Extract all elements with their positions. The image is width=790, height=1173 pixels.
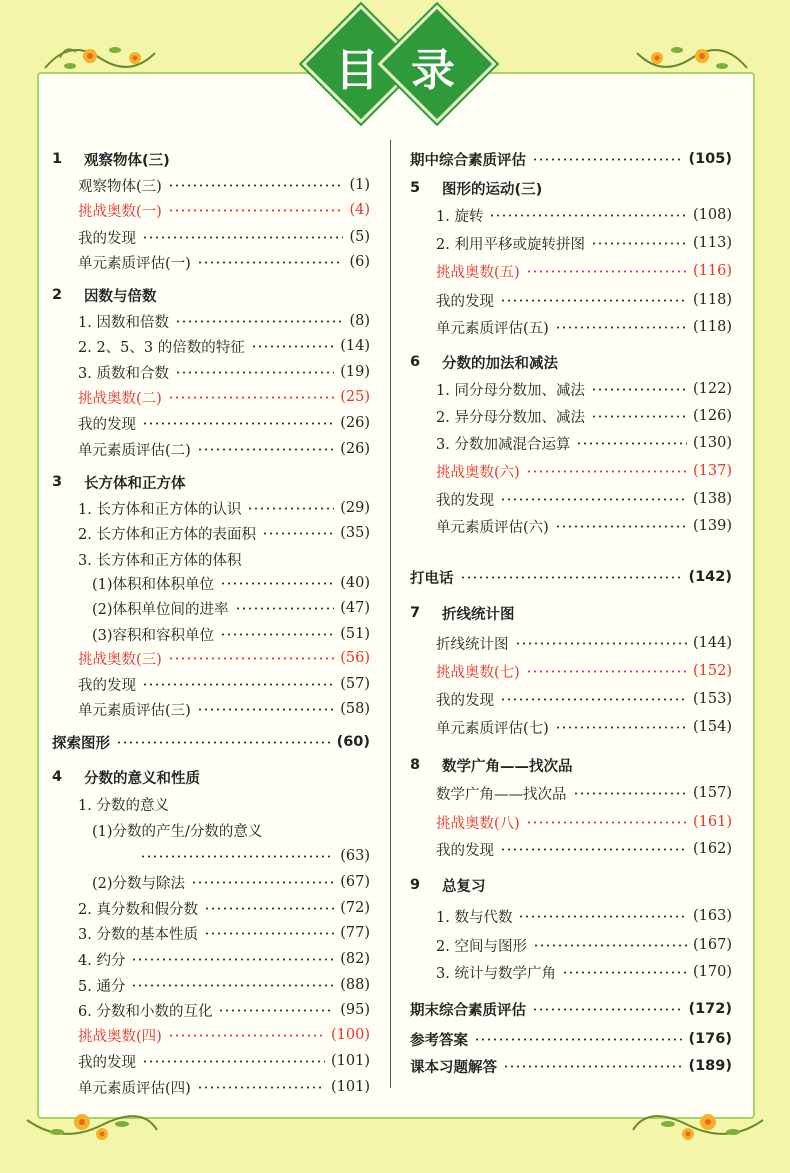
- toc-dot-leader: [526, 470, 687, 473]
- toc-heading: [410, 148, 732, 170]
- toc-dot-leader: [474, 1038, 682, 1041]
- flower-decoration-bottom-right: [628, 1090, 768, 1150]
- toc-entry: [410, 432, 732, 454]
- toc-heading: [52, 148, 370, 170]
- toc-page-number: (122): [693, 381, 732, 397]
- toc-page-number: (72): [340, 900, 370, 916]
- toc-entry: [52, 226, 370, 248]
- toc-entry: [52, 251, 370, 273]
- title-char-1: 目: [335, 45, 379, 96]
- toc-entry: [410, 460, 732, 482]
- toc-entry: [52, 793, 370, 815]
- toc-entry: [410, 232, 732, 254]
- toc-entry: [410, 838, 732, 860]
- toc-entry-title: 我的发现: [436, 492, 494, 509]
- toc-page-number: (101): [331, 1079, 370, 1095]
- toc-entry-title: 我的发现: [78, 416, 136, 433]
- toc-dot-leader: [131, 958, 334, 961]
- toc-entry: [52, 1024, 370, 1046]
- toc-dot-leader: [526, 821, 687, 824]
- toc-entry-title: 我的发现: [436, 842, 494, 859]
- toc-dot-leader: [142, 422, 334, 425]
- toc-page-number: (139): [693, 518, 732, 534]
- toc-page-number: (77): [340, 925, 370, 941]
- toc-dot-leader: [204, 907, 334, 910]
- toc-page-number: (138): [693, 491, 732, 507]
- toc-dot-leader: [142, 1060, 325, 1063]
- toc-entry-title: 3. 分数加减混合运算: [436, 436, 571, 453]
- toc-entry: [52, 335, 370, 357]
- toc-entry: [52, 1076, 370, 1098]
- toc-dot-leader: [573, 792, 688, 795]
- toc-dot-leader: [218, 1009, 334, 1012]
- toc-page-number: (60): [336, 734, 370, 750]
- toc-dot-leader: [168, 1034, 325, 1037]
- toc-page-number: (162): [693, 841, 732, 857]
- toc-entry: [410, 405, 732, 427]
- toc-page-number: (152): [693, 663, 732, 679]
- toc-entry-title: 观察物体(三): [84, 152, 170, 169]
- toc-entry: [52, 819, 370, 841]
- toc-page-number: (153): [693, 691, 732, 707]
- toc-entry-title: 单元素质评估(一): [78, 255, 191, 272]
- toc-dot-leader: [503, 1065, 682, 1068]
- toc-entry: [52, 361, 370, 383]
- toc-entry: [410, 811, 732, 833]
- toc-page-number: (67): [340, 874, 370, 890]
- toc-page-number: (137): [693, 463, 732, 479]
- toc-entry: [410, 289, 732, 311]
- toc-entry: [410, 782, 732, 804]
- toc-entry: [52, 438, 370, 460]
- toc-page-number: (40): [340, 575, 370, 591]
- toc-dot-leader: [518, 915, 687, 918]
- toc-dot-leader: [591, 415, 687, 418]
- toc-entry-title: 2. 长方体和正方体的表面积: [78, 526, 256, 543]
- toc-entry-title: 挑战奥数(七): [436, 664, 520, 681]
- toc-entry: [410, 204, 732, 226]
- toc-page-number: (19): [340, 364, 370, 380]
- toc-dot-leader: [555, 326, 687, 329]
- toc-chapter-number: 3: [52, 474, 63, 490]
- toc-entry-title: (3)容积和容积单位: [92, 627, 215, 644]
- toc-heading: [410, 602, 732, 624]
- toc-entry-title: 2. 真分数和假分数: [78, 901, 198, 918]
- toc-page-number: (14): [340, 338, 370, 354]
- toc-page-number: (47): [340, 600, 370, 616]
- toc-page-number: (63): [340, 848, 370, 864]
- toc-entry: [52, 845, 370, 867]
- toc-entry-title: 挑战奥数(六): [436, 464, 520, 481]
- toc-entry-title: 3. 统计与数学广角: [436, 965, 556, 982]
- toc-page-number: (113): [693, 235, 732, 251]
- toc-entry-title: 探索图形: [52, 735, 110, 752]
- toc-page-number: (189): [688, 1058, 732, 1074]
- toc-dot-leader: [197, 708, 334, 711]
- toc-page-number: (101): [331, 1053, 370, 1069]
- toc-page-number: (100): [331, 1027, 370, 1043]
- toc-dot-leader: [168, 657, 334, 660]
- toc-page-number: (4): [349, 202, 370, 218]
- toc-page-number: (172): [688, 1001, 732, 1017]
- toc-entry: [410, 515, 732, 537]
- toc-heading: [410, 754, 732, 776]
- toc-heading: [410, 998, 732, 1020]
- toc-dot-leader: [591, 242, 687, 245]
- toc-entry-title: 挑战奥数(五): [436, 264, 520, 281]
- toc-dot-leader: [220, 582, 334, 585]
- toc-page-number: (144): [693, 635, 732, 651]
- toc-page-number: (163): [693, 908, 732, 924]
- toc-entry: [410, 260, 732, 282]
- toc-page-number: (35): [340, 525, 370, 541]
- toc-entry-title: 单元素质评估(二): [78, 442, 191, 459]
- toc-entry-title: 挑战奥数(八): [436, 815, 520, 832]
- toc-entry-title: 6. 分数和小数的互化: [78, 1003, 213, 1020]
- toc-dot-leader: [526, 270, 687, 273]
- toc-dot-leader: [500, 698, 687, 701]
- toc-page-number: (170): [693, 964, 732, 980]
- toc-page-number: (176): [688, 1031, 732, 1047]
- toc-dot-leader: [251, 345, 335, 348]
- toc-page-number: (58): [340, 701, 370, 717]
- toc-entry: [410, 660, 732, 682]
- toc-entry: [410, 716, 732, 738]
- toc-page-number: (108): [693, 207, 732, 223]
- toc-heading: [410, 177, 732, 199]
- toc-page-number: (56): [340, 650, 370, 666]
- toc-dot-leader: [562, 971, 687, 974]
- toc-entry: [52, 597, 370, 619]
- toc-entry: [52, 497, 370, 519]
- toc-entry-title: 折线统计图: [436, 636, 509, 653]
- toc-dot-leader: [576, 442, 687, 445]
- toc-entry: [410, 934, 732, 956]
- toc-entry-title: 课本习题解答: [410, 1059, 497, 1076]
- toc-page-number: (167): [693, 937, 732, 953]
- title-char-2: 录: [411, 45, 455, 96]
- toc-dot-leader: [220, 633, 334, 636]
- toc-entry: [52, 871, 370, 893]
- toc-entry: [52, 922, 370, 944]
- toc-page-number: (29): [340, 500, 370, 516]
- toc-entry-title: 3. 质数和合数: [78, 365, 169, 382]
- toc-entry: [52, 897, 370, 919]
- toc-dot-leader: [500, 299, 687, 302]
- toc-dot-leader: [168, 184, 344, 187]
- toc-dot-leader: [500, 848, 687, 851]
- toc-page-number: (51): [340, 626, 370, 642]
- toc-dot-leader: [175, 371, 334, 374]
- toc-entry-title: 挑战奥数(四): [78, 1028, 162, 1045]
- toc-entry: [52, 199, 370, 221]
- toc-entry-title: 挑战奥数(二): [78, 390, 162, 407]
- toc-page-number: (116): [693, 263, 732, 279]
- toc-page-number: (154): [693, 719, 732, 735]
- toc-entry: [52, 1050, 370, 1072]
- toc-dot-leader: [140, 855, 334, 858]
- toc-entry-title: 图形的运动(三): [442, 181, 543, 198]
- toc-dot-leader: [142, 683, 334, 686]
- toc-heading: [52, 471, 370, 493]
- toc-dot-leader: [197, 1086, 325, 1089]
- toc-chapter-number: 9: [410, 877, 421, 893]
- toc-entry: [52, 310, 370, 332]
- toc-entry: [410, 688, 732, 710]
- toc-heading: [52, 731, 370, 753]
- toc-page-number: (25): [340, 389, 370, 405]
- toc-dot-leader: [489, 214, 687, 217]
- toc-dot-leader: [168, 396, 334, 399]
- toc-entry: [410, 378, 732, 400]
- toc-entry-title: 观察物体(三): [78, 178, 162, 195]
- toc-entry: [52, 548, 370, 570]
- toc-entry-title: (1)分数的产生/分数的意义: [92, 823, 263, 840]
- toc-chapter-number: 8: [410, 757, 421, 773]
- toc-chapter-number: 2: [52, 287, 63, 303]
- toc-entry-title: 期末综合素质评估: [410, 1002, 526, 1019]
- toc-entry: [410, 905, 732, 927]
- toc-entry-title: 2. 空间与图形: [436, 938, 527, 955]
- toc-chapter-number: 4: [52, 769, 63, 785]
- toc-dot-leader: [555, 525, 687, 528]
- toc-entry: [52, 174, 370, 196]
- toc-heading: [410, 1055, 732, 1077]
- toc-dot-leader: [175, 320, 344, 323]
- toc-entry-title: 2. 异分母分数加、减法: [436, 409, 585, 426]
- toc-page-number: (6): [349, 254, 370, 270]
- toc-entry-title: 1. 分数的意义: [78, 797, 169, 814]
- toc-chapter-number: 1: [52, 151, 63, 167]
- toc-page-number: (26): [340, 441, 370, 457]
- toc-entry-title: 长方体和正方体: [84, 475, 186, 492]
- toc-dot-leader: [168, 209, 344, 212]
- toc-entry-title: 1. 旋转: [436, 208, 484, 225]
- toc-page-number: (1): [349, 177, 370, 193]
- toc-entry: [52, 948, 370, 970]
- toc-dot-leader: [526, 670, 687, 673]
- toc-entry-title: 4. 约分: [78, 952, 126, 969]
- toc-entry-title: 5. 通分: [78, 978, 126, 995]
- toc-dot-leader: [191, 881, 334, 884]
- toc-page-number: (157): [693, 785, 732, 801]
- toc-entry: [52, 412, 370, 434]
- toc-entry-title: 单元素质评估(三): [78, 702, 191, 719]
- toc-dot-leader: [142, 236, 343, 239]
- toc-entry-title: 挑战奥数(一): [78, 203, 162, 220]
- toc-entry-title: 2. 2、5、3 的倍数的特征: [78, 339, 245, 356]
- toc-entry-title: (1)体积和体积单位: [92, 576, 215, 593]
- toc-heading: [52, 766, 370, 788]
- toc-entry: [52, 623, 370, 645]
- toc-dot-leader: [197, 448, 334, 451]
- flower-decoration-bottom-left: [22, 1090, 162, 1150]
- toc-entry-title: (2)体积单位间的进率: [92, 601, 229, 618]
- toc-page-number: (57): [340, 676, 370, 692]
- toc-page-number: (5): [349, 229, 370, 245]
- toc-entry-title: 打电话: [410, 570, 454, 587]
- toc-entry-title: 分数的加法和减法: [442, 355, 558, 372]
- toc-page-number: (142): [688, 569, 732, 585]
- toc-entry-title: 我的发现: [78, 230, 136, 247]
- toc-heading: [52, 284, 370, 306]
- toc-entry-title: 挑战奥数(三): [78, 651, 162, 668]
- toc-page-number: (82): [340, 951, 370, 967]
- toc-entry-title: 3. 长方体和正方体的体积: [78, 552, 242, 569]
- toc-entry-title: 1. 数与代数: [436, 909, 513, 926]
- toc-chapter-number: 7: [410, 605, 421, 621]
- toc-entry-title: 因数与倍数: [84, 288, 157, 305]
- page-title: [0, 8, 790, 118]
- toc-entry-title: 1. 因数和倍数: [78, 314, 169, 331]
- column-divider: [390, 140, 391, 1088]
- toc-dot-leader: [533, 944, 687, 947]
- toc-entry: [52, 698, 370, 720]
- toc-entry-title: 1. 长方体和正方体的认识: [78, 501, 242, 518]
- toc-entry-title: 分数的意义和性质: [84, 770, 200, 787]
- toc-entry-title: 单元素质评估(六): [436, 519, 549, 536]
- toc-page-number: (8): [349, 313, 370, 329]
- toc-entry: [52, 522, 370, 544]
- toc-entry-title: 单元素质评估(七): [436, 720, 549, 737]
- toc-dot-leader: [247, 507, 334, 510]
- toc-entry: [52, 974, 370, 996]
- toc-entry-title: 我的发现: [436, 293, 494, 310]
- toc-page-number: (161): [693, 814, 732, 830]
- toc-page-number: (26): [340, 415, 370, 431]
- toc-heading: [410, 566, 732, 588]
- toc-entry-title: 3. 分数的基本性质: [78, 926, 198, 943]
- toc-entry-title: 我的发现: [436, 692, 494, 709]
- toc-dot-leader: [460, 576, 683, 579]
- toc-entry: [52, 572, 370, 594]
- toc-page-number: (88): [340, 977, 370, 993]
- toc-dot-leader: [515, 642, 688, 645]
- toc-entry-title: 我的发现: [78, 677, 136, 694]
- toc-dot-leader: [131, 984, 334, 987]
- toc-heading: [410, 351, 732, 373]
- toc-chapter-number: 6: [410, 354, 421, 370]
- toc-entry-title: (2)分数与除法: [92, 875, 186, 892]
- toc-entry-title: 参考答案: [410, 1032, 468, 1049]
- toc-entry-title: 单元素质评估(五): [436, 320, 549, 337]
- toc-entry: [52, 647, 370, 669]
- toc-dot-leader: [532, 158, 682, 161]
- toc-entry: [410, 488, 732, 510]
- toc-entry-title: 总复习: [442, 878, 486, 895]
- toc-page-number: (130): [693, 435, 732, 451]
- toc-entry: [410, 316, 732, 338]
- toc-entry: [410, 961, 732, 983]
- toc-dot-leader: [235, 607, 335, 610]
- toc-dot-leader: [591, 388, 687, 391]
- toc-dot-leader: [532, 1008, 682, 1011]
- toc-entry-title: 折线统计图: [442, 606, 515, 623]
- toc-dot-leader: [555, 726, 687, 729]
- toc-page-number: (118): [693, 292, 732, 308]
- toc-heading: [410, 1028, 732, 1050]
- toc-dot-leader: [197, 261, 344, 264]
- toc-dot-leader: [500, 498, 687, 501]
- toc-page-number: (118): [693, 319, 732, 335]
- toc-entry: [410, 632, 732, 654]
- toc-entry-title: 期中综合素质评估: [410, 152, 526, 169]
- toc-dot-leader: [262, 532, 334, 535]
- toc-dot-leader: [116, 741, 331, 744]
- toc-page-number: (95): [340, 1002, 370, 1018]
- toc-entry: [52, 673, 370, 695]
- toc-entry-title: 1. 同分母分数加、减法: [436, 382, 585, 399]
- toc-entry-title: 数学广角——找次品: [442, 758, 573, 775]
- toc-entry: [52, 386, 370, 408]
- toc-entry-title: 数学广角——找次品: [436, 786, 567, 803]
- toc-entry: [52, 999, 370, 1021]
- toc-entry-title: 2. 利用平移或旋转拼图: [436, 236, 585, 253]
- toc-heading: [410, 874, 732, 896]
- toc-page-number: (105): [688, 151, 732, 167]
- toc-chapter-number: 5: [410, 180, 421, 196]
- toc-dot-leader: [204, 932, 334, 935]
- toc-entry-title: 我的发现: [78, 1054, 136, 1071]
- toc-entry-title: 单元素质评估(四): [78, 1080, 191, 1097]
- toc-page-number: (126): [693, 408, 732, 424]
